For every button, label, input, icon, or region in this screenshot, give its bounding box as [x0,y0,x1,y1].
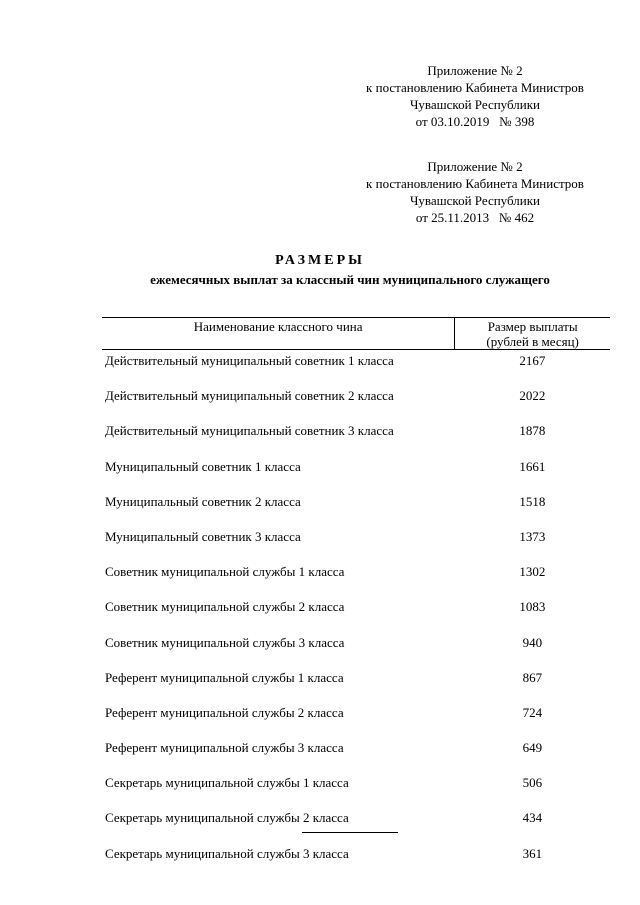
rank-name-cell: Советник муниципальной службы 1 класса [105,564,345,580]
amount-cell: 1302 [519,564,546,580]
appendix-line: к постановлению Кабинета Министров [366,80,584,95]
amount-cell: 649 [522,740,543,756]
table-body [102,350,610,878]
header-amount [455,318,610,350]
table-row [102,807,610,842]
rank-name-cell: Референт муниципальной службы 2 класса [105,704,344,720]
table-row [102,596,610,631]
table-row [102,385,610,420]
appendix-line: Приложение № 2 [427,159,523,174]
amount-cell: 2167 [519,353,546,368]
appendix-line: Чувашской Республики [409,97,541,112]
amount-cell: 724 [522,704,543,720]
amount-cell: 1518 [519,493,546,509]
rank-name-cell: Советник муниципальной службы 3 класса [105,634,345,650]
appendix-line: Чувашской Республики [409,193,541,208]
rank-name-cell: Советник муниципальной службы 2 класса [105,599,345,615]
table-row [102,491,610,526]
rank-name-cell: Действительный муниципальный советник 3 класса [105,423,394,439]
appendix-line: к постановлению Кабинета Министров [366,176,584,191]
table-row [102,843,610,878]
amount-cell: 867 [522,669,543,685]
rank-name-cell: Референт муниципальной службы 1 класса [105,669,344,685]
amount-cell: 506 [522,775,543,791]
table-row [102,526,610,561]
rank-name-cell: Секретарь муниципальной службы 3 класса [105,845,349,861]
rank-name-cell: Муниципальный советник 3 класса [105,528,301,544]
table-row [102,737,610,772]
header-amount-line: Размер выплаты [487,319,578,334]
appendix-line: Приложение № 2 [427,63,523,78]
rank-name-cell: Секретарь муниципальной службы 1 класса [105,775,349,791]
rank-name-cell: Муниципальный советник 1 класса [105,458,301,474]
amount-cell: 1373 [519,528,546,544]
appendix-line: от 03.10.2019 № 398 [415,114,535,129]
header-amount-line: (рублей в месяц) [486,334,579,349]
amount-cell: 1878 [519,423,546,439]
appendix-original [345,158,605,226]
rank-name-cell: Секретарь муниципальной службы 2 класса [105,810,349,826]
table-row [102,772,610,807]
amount-cell: 434 [522,810,543,826]
amount-cell: 1661 [519,458,546,474]
amount-cell: 361 [522,845,543,861]
appendix-line: от 25.11.2013 № 462 [415,210,535,225]
table-row [102,350,610,386]
document-title: РАЗМЕРЫ [275,253,365,268]
table-row [102,632,610,667]
rank-name-cell: Муниципальный советник 2 класса [105,493,301,509]
document-subtitle: ежемесячных выплат за классный чин муниципального служащего [150,272,550,287]
rank-name-cell: Действительный муниципальный советник 2 класса [105,388,394,404]
payments-table [102,317,610,878]
table-header-row [102,318,610,350]
table-row [102,702,610,737]
closing-divider [302,832,398,833]
header-rank-name: Наименование классного чина [102,318,455,350]
table-row [102,456,610,491]
amount-cell: 1083 [519,599,546,615]
table-row [102,420,610,455]
amount-cell: 940 [522,634,543,650]
amount-cell: 2022 [519,388,546,404]
table-row [102,667,610,702]
rank-name-cell: Действительный муниципальный советник 1 класса [105,353,394,368]
table-row [102,561,610,596]
rank-name-cell: Референт муниципальной службы 3 класса [105,740,344,756]
appendix-current [345,62,605,130]
